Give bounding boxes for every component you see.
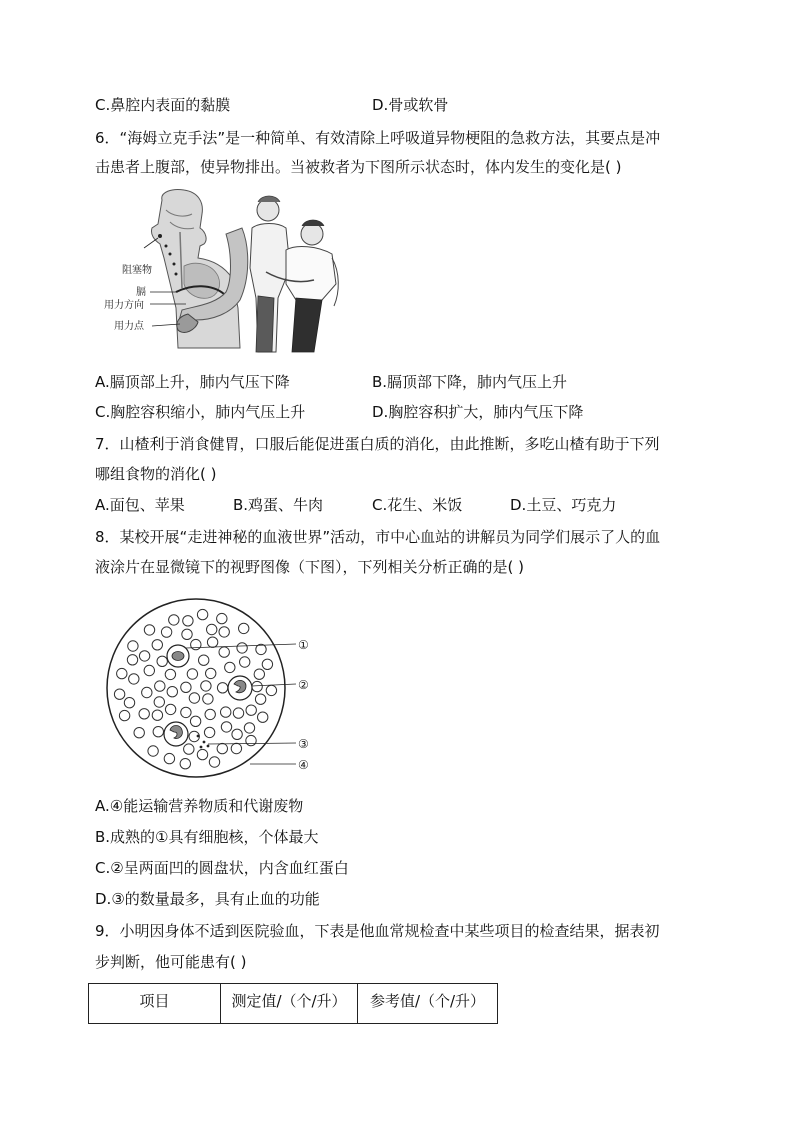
red-blood-cell [252, 681, 262, 691]
red-blood-cell [240, 657, 250, 667]
red-blood-cell [164, 753, 174, 763]
patient-cross-section [144, 189, 248, 348]
red-blood-cell [167, 687, 177, 697]
red-blood-cell [246, 705, 256, 715]
red-blood-cell [190, 716, 200, 726]
red-blood-cell [134, 728, 144, 738]
red-blood-cell [144, 665, 154, 675]
red-blood-cell [117, 668, 127, 678]
q6-option-a: A.膈顶部上升，肺内气压下降 [95, 373, 290, 391]
red-blood-cell [169, 615, 179, 625]
q7-stem-line2: 哪组食物的消化( ) [95, 465, 217, 483]
red-blood-cell [255, 694, 265, 704]
q8-stem-line1: 8．某校开展“走进神秘的血液世界”活动，市中心血站的讲解员为同学们展示了人的血 [95, 528, 661, 546]
q8-option-b: B.成熟的①具有细胞核，个体最大 [95, 828, 319, 846]
blood-test-table [88, 983, 498, 1024]
red-blood-cell [246, 735, 256, 745]
blood-smear-figure [100, 596, 320, 781]
red-blood-cell [225, 662, 235, 672]
red-blood-cell [187, 669, 197, 679]
label-diaphragm: 膈 [136, 287, 146, 298]
red-blood-cell [182, 629, 192, 639]
table-header-row [89, 984, 498, 1024]
q9-stem-line1: 9．小明因身体不适到医院验血，下表是他血常规检查中某些项目的检查结果，据表初 [95, 922, 660, 940]
q6-stem-line1: 6．“海姆立克手法”是一种简单、有效清除上呼吸道异物梗阻的急救方法，其要点是冲 [95, 129, 661, 147]
red-blood-cell [205, 709, 215, 719]
white-blood-cell-3 [164, 722, 188, 746]
red-blood-cell [139, 651, 149, 661]
label-obstruction: 阻塞物 [122, 265, 152, 276]
red-blood-cell [165, 704, 175, 714]
label-force-direction: 用力方向 [104, 300, 144, 311]
red-blood-cell [114, 689, 124, 699]
red-blood-cell [217, 743, 227, 753]
label-1: ① [298, 638, 309, 652]
red-blood-cell [262, 659, 272, 669]
red-blood-cell [207, 624, 217, 634]
q7-option-a: A.面包、苹果 [95, 496, 185, 514]
red-blood-cell [237, 643, 247, 653]
red-blood-cell [153, 727, 163, 737]
red-blood-cell [266, 685, 276, 695]
red-blood-cell [119, 710, 129, 720]
q7-option-b: B.鸡蛋、牛肉 [233, 496, 324, 514]
red-blood-cell [203, 694, 213, 704]
red-blood-cell [183, 616, 193, 626]
table-header-reference: 参考值/（个/升） [358, 984, 498, 1024]
q9-stem-line2: 步判断，他可能患有( ) [95, 953, 247, 971]
label-force-point: 用力点 [114, 321, 144, 332]
red-blood-cell [127, 655, 137, 665]
red-blood-cell [206, 668, 216, 678]
q7-option-d: D.土豆、巧克力 [510, 496, 617, 514]
q5-option-c: C.鼻腔内表面的黏膜 [95, 96, 231, 114]
red-blood-cell [204, 727, 214, 737]
q6-option-c: C.胸腔容积缩小，肺内气压上升 [95, 403, 306, 421]
red-blood-cell [217, 613, 227, 623]
red-blood-cell [124, 698, 134, 708]
q8-option-a: A.④能运输营养物质和代谢废物 [95, 797, 304, 815]
red-blood-cell [254, 669, 264, 679]
white-blood-cell-1 [167, 645, 189, 667]
red-blood-cell [152, 710, 162, 720]
red-blood-cell [239, 623, 249, 633]
q7-stem-line1: 7．山楂利于消食健胃，口服后能促进蛋白质的消化，由此推断，多吃山楂有助于下列 [95, 435, 660, 453]
red-blood-cell [221, 722, 231, 732]
red-blood-cell [232, 729, 242, 739]
q5-option-d: D.骨或软骨 [372, 96, 449, 114]
red-blood-cell [209, 757, 219, 767]
q8-option-d: D.③的数量最多，具有止血的功能 [95, 890, 320, 908]
red-blood-cell [231, 743, 241, 753]
label-3: ③ [298, 737, 309, 751]
q6-stem-line2: 击患者上腹部，使异物排出。当被救者为下图所示状态时，体内发生的变化是( ) [95, 158, 622, 176]
q6-option-b: B.膈顶部下降，肺内气压上升 [372, 373, 568, 391]
red-blood-cell [161, 627, 171, 637]
red-blood-cell [165, 669, 175, 679]
red-blood-cell [180, 759, 190, 769]
q8-stem-line2: 液涂片在显微镜下的视野图像（下图），下列相关分析正确的是( ) [95, 558, 524, 576]
red-blood-cell [201, 681, 211, 691]
red-blood-cell [233, 708, 243, 718]
table-header-item: 项目 [89, 984, 221, 1024]
label-2: ② [298, 678, 309, 692]
red-blood-cell [244, 723, 254, 733]
q8-option-c: C.②呈两面凹的圆盘状，内含血红蛋白 [95, 859, 349, 877]
red-blood-cell [219, 647, 229, 657]
red-blood-cell [221, 707, 231, 717]
white-blood-cell-2 [228, 676, 252, 700]
rescuer-illustration [250, 196, 338, 352]
red-blood-cell [191, 639, 201, 649]
red-blood-cell [152, 640, 162, 650]
label-4: ④ [298, 758, 309, 772]
red-blood-cell [129, 674, 139, 684]
red-blood-cell [142, 687, 152, 697]
red-blood-cell [181, 682, 191, 692]
heimlich-figure [100, 188, 345, 358]
red-blood-cell [189, 693, 199, 703]
q7-option-c: C.花生、米饭 [372, 496, 463, 514]
red-blood-cell [181, 707, 191, 717]
red-blood-cell [219, 627, 229, 637]
red-blood-cell [148, 746, 158, 756]
red-blood-cell [199, 655, 209, 665]
red-blood-cell [154, 697, 164, 707]
red-blood-cell [197, 749, 207, 759]
red-blood-cell [139, 709, 149, 719]
red-blood-cell [197, 609, 207, 619]
red-blood-cell [184, 744, 194, 754]
red-blood-cell [258, 712, 268, 722]
red-blood-cell [155, 681, 165, 691]
red-blood-cell [144, 625, 154, 635]
red-blood-cell [207, 637, 217, 647]
q6-option-d: D.胸腔容积扩大，肺内气压下降 [372, 403, 584, 421]
red-blood-cell [157, 656, 167, 666]
table-header-measured: 测定值/（个/升） [221, 984, 358, 1024]
red-blood-cell [128, 641, 138, 651]
red-blood-cell [217, 683, 227, 693]
